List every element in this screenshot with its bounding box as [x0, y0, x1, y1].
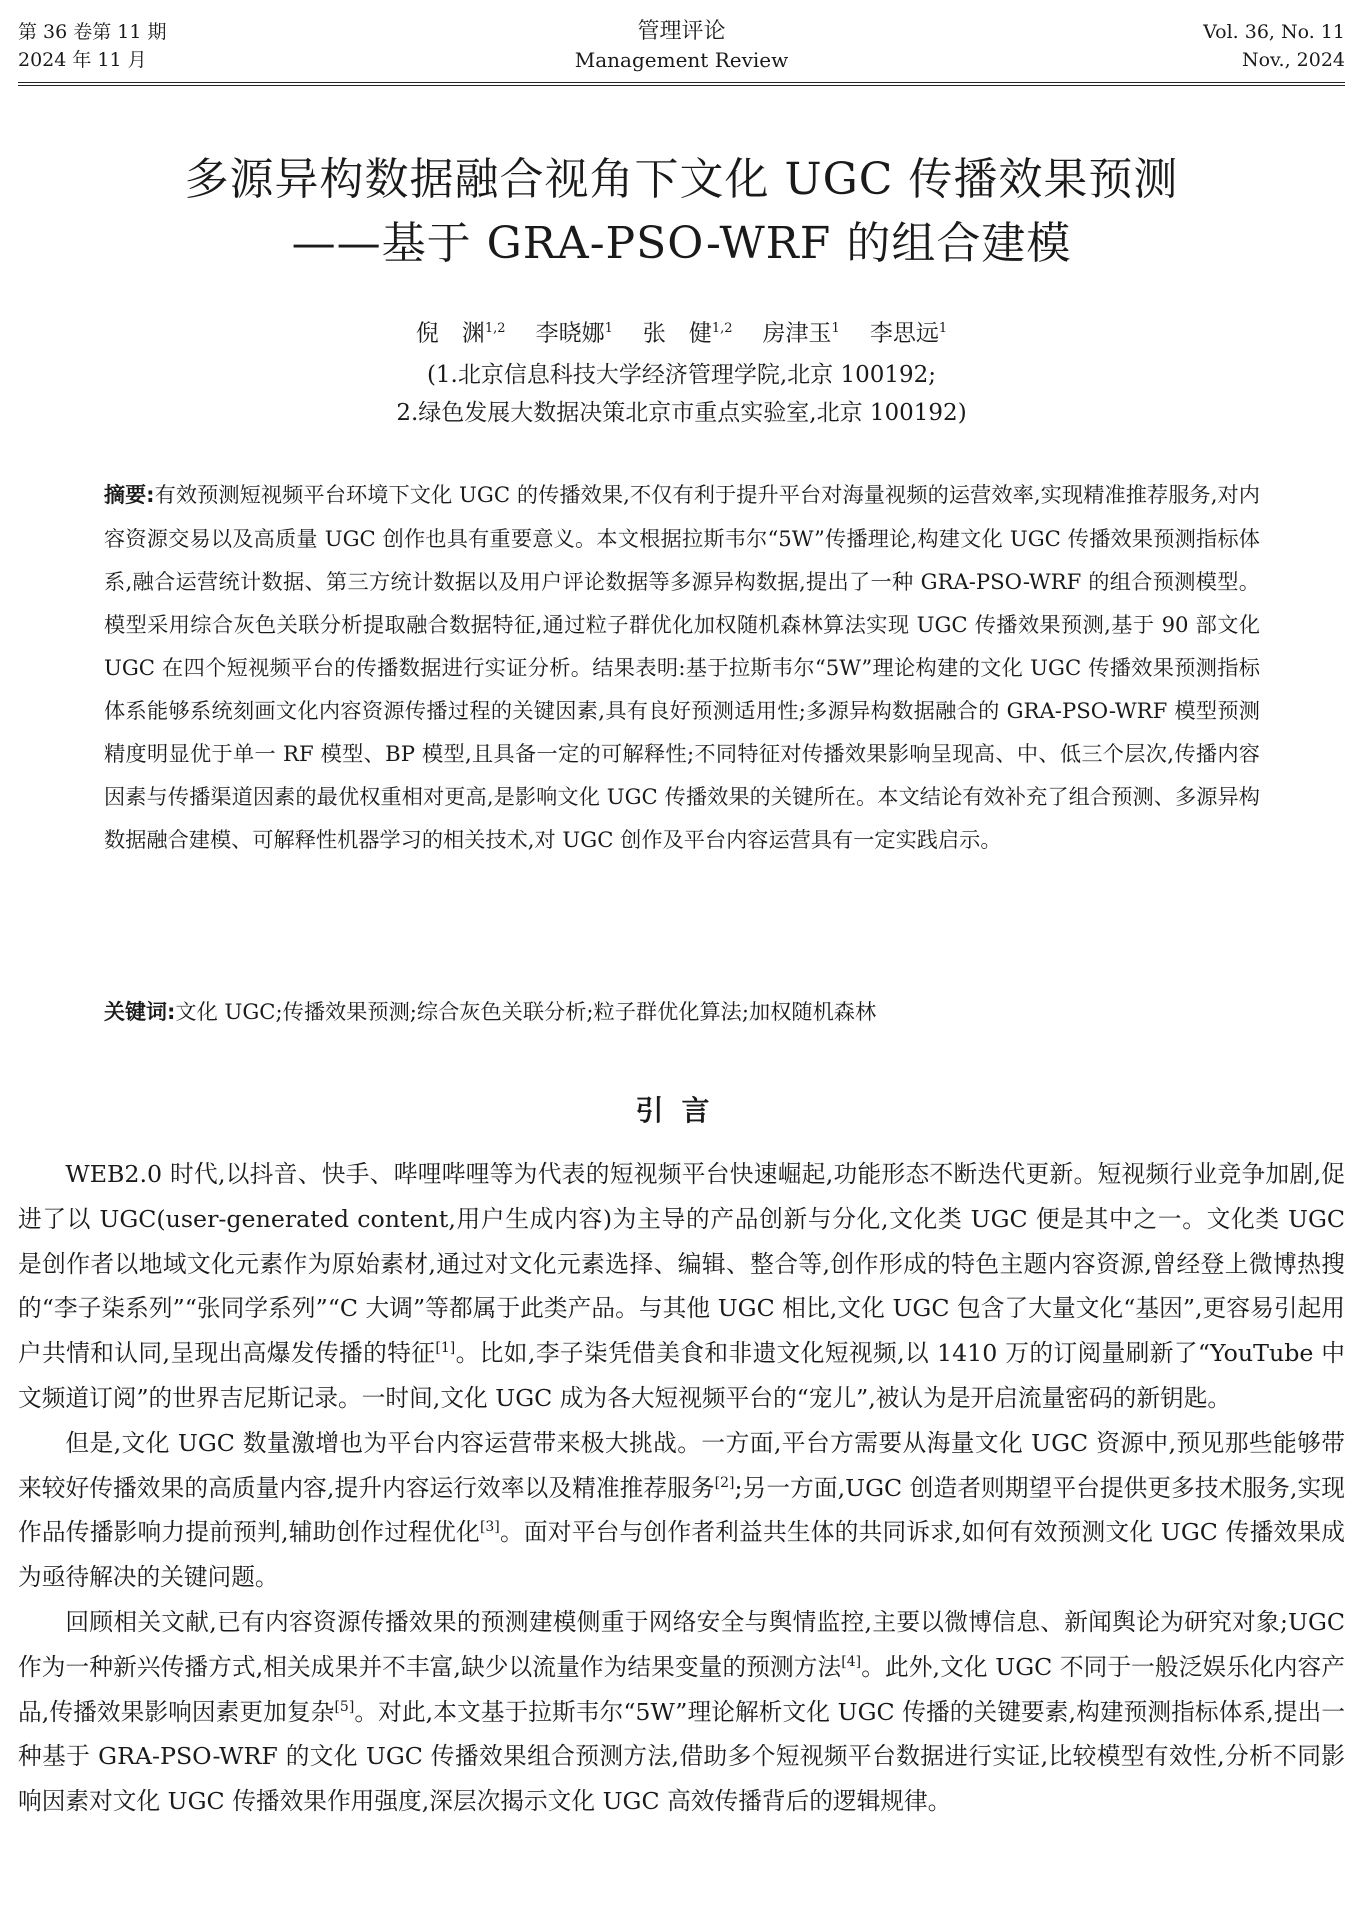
keywords — [104, 990, 1260, 1034]
issue-info-en — [1203, 18, 1345, 74]
journal-name — [18, 18, 1345, 74]
header-rule-top — [18, 82, 1345, 83]
author-name: 李晓娜 — [535, 320, 605, 347]
author-name: 张 健 — [642, 320, 712, 347]
abstract-text: 有效预测短视频平台环境下文化 UGC 的传播效果,不仅有利于提升平台对海量视频的运营效率,实现精准推荐服务,对内容资源交易以及高质量 UGC 创作也具有重要意义。本文根据拉斯韦尔“5W”传播理论,构建文化 UGC 传播效果预测指标体系,融合运营统计数据、第三方统计数据以及用户评论数据等多源异构数据,提出了一种 GRA-PSO-WRF 的组合预测模型。模型采用综合灰色关联分析提取融合数据特征,通过粒子群优化加权随机森林算法实现 UGC 传播效果预测,基于 90 部文化 UGC 在四个短视频平台的传播数据进行实证分析。结果表明:基于拉斯韦尔“5W”理论构建的文化 UGC 传播效果预测指标体系能够系统刻画文化内容资源传播过程的关键因素,具有良好预测适用性;多源异构数据融合的 GRA-PSO-WRF 模型预测精度明显优于单一 RF 模型、BP 模型,且具备一定的可解释性;不同特征对传播效果影响呈现高、中、低三个层次,传播内容因素与传播渠道因素的最优权重相对更高,是影响文化 UGC 传播效果的关键所在。本文结论有效补充了组合预测、多源异构数据融合建模、可解释性机器学习的相关技术,对 UGC 创作及平台内容运营具有一定实践启示。 — [104, 482, 1260, 852]
paper-title — [0, 148, 1363, 276]
body-paragraph — [18, 1600, 1345, 1824]
author-affiliation-marker: 1 — [938, 321, 948, 336]
date-cn: 2024 年 11 月 — [18, 49, 147, 71]
affiliations — [0, 356, 1363, 432]
paragraph-text: 。对此,本文基于拉斯韦尔“5W”理论解析文化 UGC 传播的关键要素,构建预测指标体系,提出一种基于 GRA-PSO-WRF 的文化 UGC 传播效果组合预测方法,借助多个短视频平台数据进行实证,比较模型有效性,分析不同影响因素对文化 UGC 传播效果作用强度,深层次揭示文化 UGC 高效传播背后的逻辑规律。 — [18, 1697, 1346, 1816]
body-paragraph — [18, 1152, 1345, 1421]
author-affiliation-marker: 1 — [831, 321, 840, 336]
title-line-1: 多源异构数据融合视角下文化 UGC 传播效果预测 — [184, 154, 1179, 205]
journal-name-en: Management Review — [574, 48, 789, 72]
author-affiliation-marker: 1,2 — [484, 321, 506, 336]
keywords-text: 文化 UGC;传播效果预测;综合灰色关联分析;粒子群优化算法;加权随机森林 — [175, 999, 877, 1024]
section-heading-introduction: 引言 — [635, 1094, 728, 1127]
paragraph-text: 回顾相关文献,已有内容资源传播效果的预测建模侧重于网络安全与舆情监控,主要以微博信息、新闻舆论为研究对象;UGC 作为一种新兴传播方式,相关成果并不丰富,缺少以流量作为结果变量的预测方法 — [18, 1607, 1345, 1681]
affiliation-2: 2.绿色发展大数据决策北京市重点实验室,北京 100192) — [396, 400, 967, 426]
journal-name-cn: 管理评论 — [637, 19, 726, 44]
paragraph-text: WEB2.0 时代,以抖音、快手、哔哩哔哩等为代表的短视频平台快速崛起,功能形态不断迭代更新。短视频行业竞争加剧,促进了以 UGC(user-generated content,用户生成内容)为主导的产品创新与分化,文化类 UGC 便是其中之一。文化类 UGC 是创作者以地域文化元素作为原始素材,通过对文化元素选择、编辑、整合等,创作形成的特色主题内容资源,曾经登上微博热搜的“李子柒系列”“张同学系列”“C 大调”等都属于此类产品。与其他 UGC 相比,文化 UGC 包含了大量文化“基因”,更容易引起用户共情和认同,呈现出高爆发传播的特征 — [18, 1160, 1345, 1368]
volume-issue-en: Vol. 36, No. 11 — [1203, 21, 1345, 43]
paragraph-text: 。面对平台与创作者利益共生体的共同诉求,如何有效预测文化 UGC 传播效果成为亟待解决的关键问题。 — [18, 1518, 1345, 1592]
author-affiliation-marker: 1 — [604, 321, 613, 336]
citation-marker: [5] — [334, 1698, 355, 1715]
paragraph-text: 。此外,文化 UGC 不同于一般泛娱乐化内容产品,传播效果影响因素更加复杂 — [18, 1652, 1345, 1726]
author-list — [0, 312, 1363, 351]
paragraph-text: 。比如,李子柒凭借美食和非遗文化短视频,以 1410 万的订阅量刷新了“YouTube 中文频道订阅”的世界吉尼斯记录。一时间,文化 UGC 成为各大短视频平台的“宠儿”,被认为是开启流量密码的新钥匙。 — [18, 1339, 1345, 1412]
title-line-2: ——基于 GRA-PSO-WRF 的组合建模 — [291, 218, 1072, 269]
date-en: Nov., 2024 — [1241, 49, 1345, 71]
paragraph-text: ;另一方面,UGC 创造者则期望平台提供更多技术服务,实现作品传播影响力提前预判,辅助创作过程优化 — [18, 1473, 1345, 1547]
body-paragraph — [18, 1421, 1345, 1600]
citation-marker: [2] — [714, 1474, 735, 1491]
citation-marker: [3] — [479, 1519, 500, 1536]
keywords-label: 关键词: — [104, 1000, 176, 1024]
author-affiliation-marker: 1,2 — [711, 321, 733, 336]
author-name: 倪 渊 — [415, 320, 485, 347]
abstract-label: 摘要: — [104, 483, 155, 507]
running-header — [18, 18, 1345, 80]
header-rule-bottom — [18, 85, 1345, 86]
abstract — [104, 473, 1260, 861]
body-text — [18, 1152, 1345, 1824]
author-name: 房津玉 — [762, 320, 832, 347]
citation-marker: [1] — [435, 1340, 456, 1357]
citation-marker: [4] — [841, 1653, 862, 1670]
affiliation-1: (1.北京信息科技大学经济管理学院,北京 100192; — [426, 362, 937, 388]
author-name: 李思远 — [869, 320, 939, 347]
volume-issue-cn: 第 36 卷第 11 期 — [18, 21, 167, 43]
paragraph-text: 但是,文化 UGC 数量激增也为平台内容运营带来极大挑战。一方面,平台方需要从海量文化 UGC 资源中,预见那些能够带来较好传播效果的高质量内容,提升内容运行效率以及精准推荐服务 — [18, 1428, 1345, 1502]
